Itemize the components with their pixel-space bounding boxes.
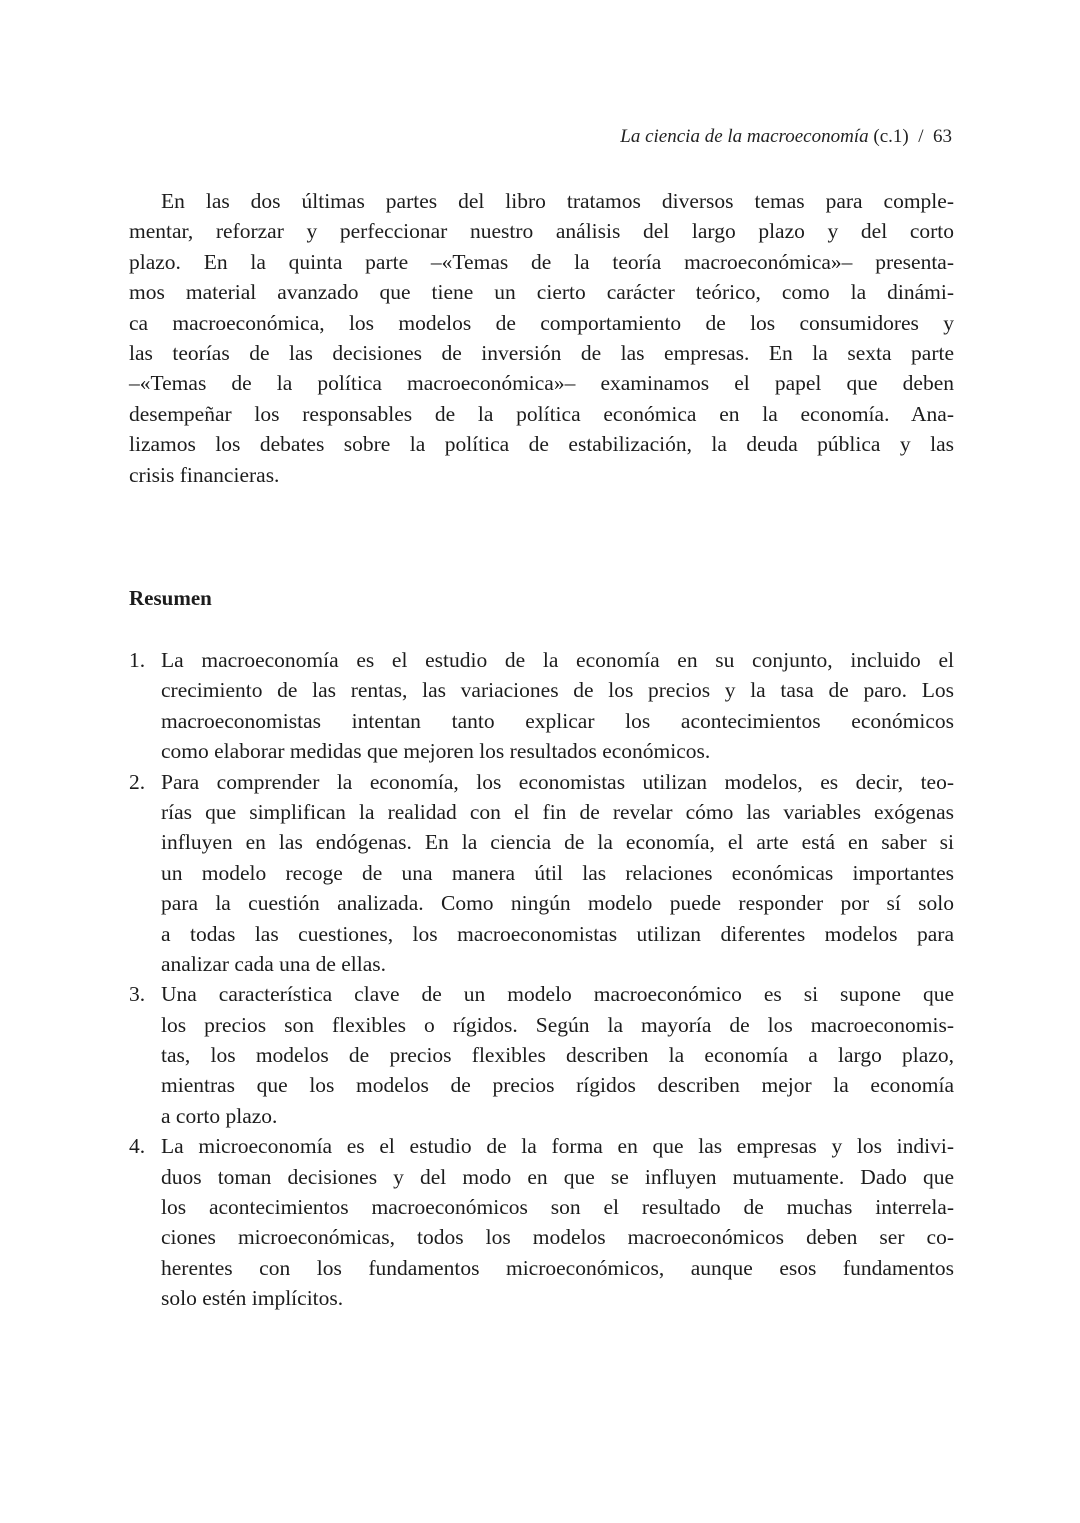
summary-item-2 — [129, 767, 954, 980]
item-line: influyen en las endógenas. En la ciencia de la economía, el arte está en saber si — [161, 830, 954, 855]
item-text — [161, 979, 954, 1131]
item-line: como elaborar medidas que mejoren los resultados económicos. — [161, 739, 711, 764]
item-number: 1. — [129, 648, 146, 672]
running-title: La ciencia de la macroeconomía — [620, 126, 869, 147]
item-line: rías que simplifican la realidad con el fin de revelar cómo las variables exógenas — [161, 799, 954, 824]
item-line: herentes con los fundamentos microeconómicos, aunque esos fundamentos — [161, 1255, 954, 1280]
paragraph-line: las teorías de las decisiones de inversión de las empresas. En la sexta parte — [129, 340, 954, 365]
item-line: Una característica clave de un modelo macroeconómico es si supone que — [161, 982, 954, 1007]
summary-list — [129, 645, 954, 1314]
paragraph-line: –«Temas de la política macroeconómica»– examinamos el papel que deben — [129, 371, 954, 396]
chapter-label: (c.1) — [873, 126, 909, 147]
item-line: a corto plazo. — [161, 1103, 278, 1128]
summary-item-3 — [129, 979, 954, 1131]
item-line: La microeconomía es el estudio de la forma en que las empresas y los indivi- — [161, 1134, 954, 1159]
summary-item-4 — [129, 1131, 954, 1313]
paragraph-line: mos material avanzado que tiene un cierto carácter teórico, como la dinámi- — [129, 280, 954, 305]
item-text — [161, 1131, 954, 1313]
item-text — [161, 767, 954, 980]
paragraph-line: crisis financieras. — [129, 462, 280, 487]
intro-paragraph — [129, 186, 954, 490]
paragraph-line: En las dos últimas partes del libro tratamos diversos temas para comple- — [161, 189, 954, 213]
item-number: 4. — [129, 1134, 146, 1159]
item-line: un modelo recoge de una manera útil las relaciones económicas importantes — [161, 860, 954, 885]
item-line: los precios son flexibles o rígidos. Según la mayoría de los macroeconomis- — [161, 1012, 954, 1037]
item-number: 3. — [129, 982, 146, 1007]
section-heading-resumen: Resumen — [129, 586, 212, 610]
item-line: macroeconomistas intentan tanto explicar los acontecimientos económicos — [161, 708, 954, 733]
item-line: a todas las cuestiones, los macroeconomistas utilizan diferentes modelos para — [161, 921, 954, 946]
paragraph-line: ca macroeconómica, los modelos de comportamiento de los consumidores y — [129, 310, 954, 335]
item-number: 2. — [129, 769, 146, 794]
page-number: 63 — [933, 126, 952, 147]
item-text — [161, 645, 954, 767]
item-line: tas, los modelos de precios flexibles describen la economía a largo plazo, — [161, 1043, 954, 1068]
item-line: ciones microeconómicas, todos los modelos macroeconómicos deben ser co- — [161, 1225, 954, 1250]
paragraph-line: lizamos los debates sobre la política de estabilización, la deuda pública y las — [129, 432, 954, 457]
item-line: los acontecimientos macroeconómicos son el resultado de muchas interrela- — [161, 1195, 954, 1220]
header-separator: / — [918, 126, 924, 147]
item-line: Para comprender la economía, los economistas utilizan modelos, es decir, teo- — [161, 769, 954, 794]
paragraph-line: mentar, reforzar y perfeccionar nuestro análisis del largo plazo y del corto — [129, 219, 954, 244]
paragraph-line: plazo. En la quinta parte –«Temas de la teoría macroeconómica»– presenta- — [129, 249, 954, 274]
running-header — [620, 124, 952, 150]
item-line: mientras que los modelos de precios rígidos describen mejor la economía — [161, 1073, 954, 1098]
item-line: solo estén implícitos. — [161, 1286, 344, 1311]
item-line: analizar cada una de ellas. — [161, 951, 387, 976]
item-line: La macroeconomía es el estudio de la economía en su conjunto, incluido el — [161, 648, 954, 672]
item-line: para la cuestión analizada. Como ningún modelo puede responder por sí solo — [161, 891, 954, 916]
paragraph-line: desempeñar los responsables de la política económica en la economía. Ana- — [129, 401, 954, 426]
summary-item-1 — [129, 645, 954, 767]
item-line: duos toman decisiones y del modo en que se influyen mutuamente. Dado que — [161, 1164, 954, 1189]
item-line: crecimiento de las rentas, las variaciones de los precios y la tasa de paro. Los — [161, 678, 954, 703]
